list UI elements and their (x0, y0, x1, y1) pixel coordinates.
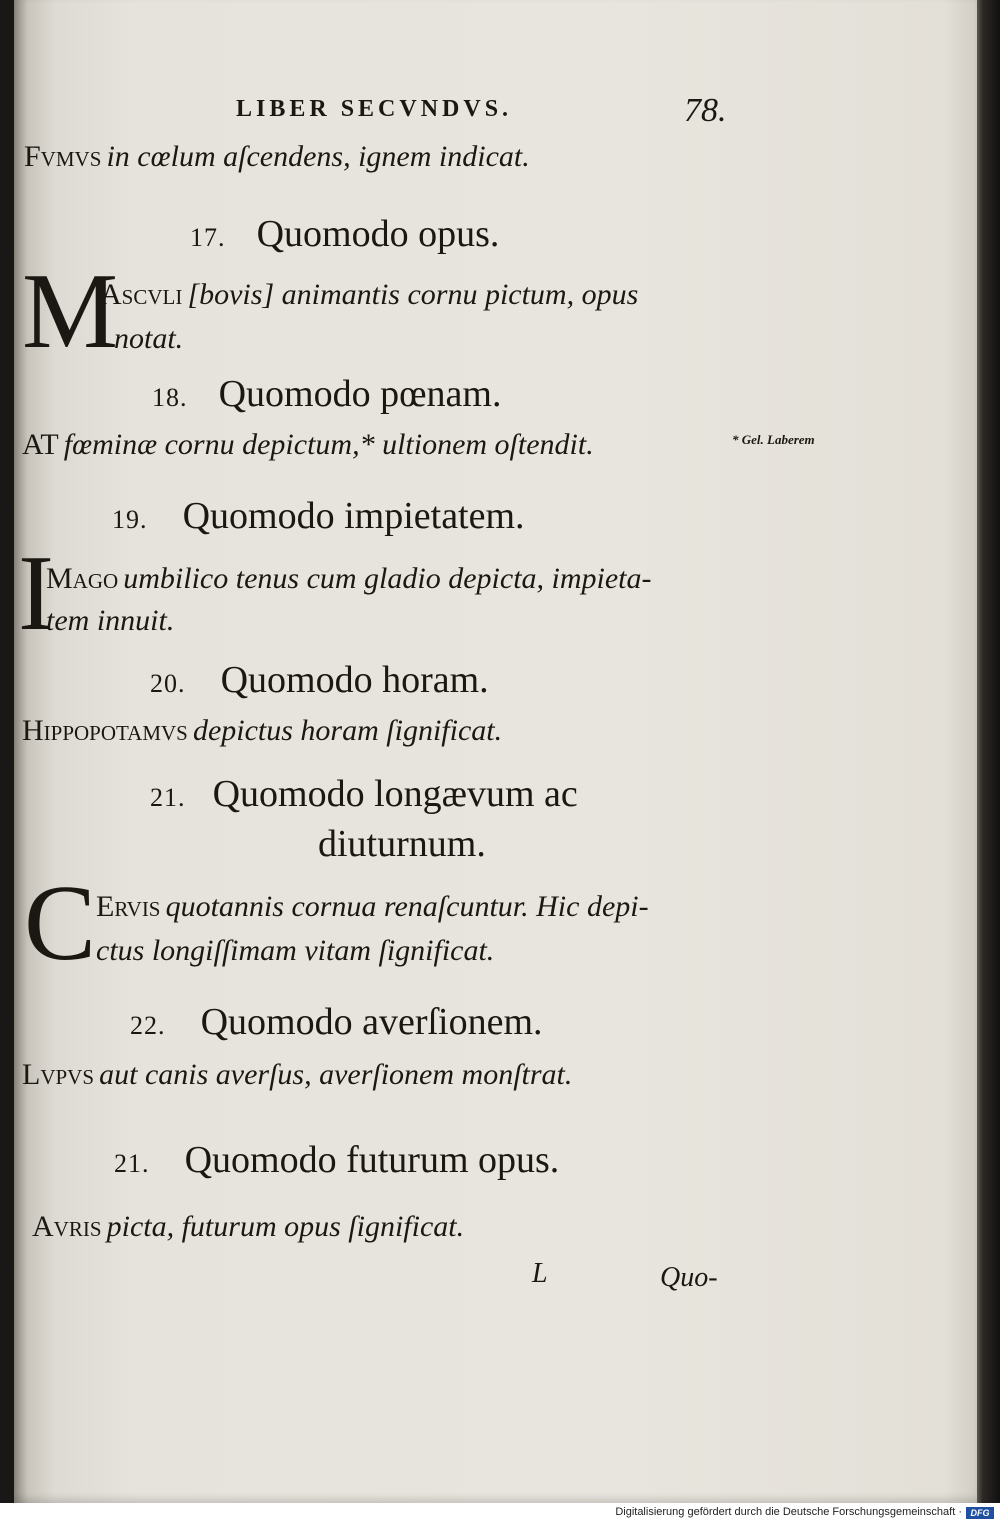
lead-word: Ervis (96, 890, 161, 923)
lead-word: Mago (46, 562, 119, 595)
section-heading-22 (130, 1000, 543, 1044)
page-number: 78. (684, 92, 727, 129)
opening-line (24, 140, 530, 174)
lead-word: Lvpvs (22, 1058, 95, 1091)
digitization-footer (0, 1503, 1000, 1523)
section-heading-21 (150, 772, 578, 816)
section-heading-21b (114, 1138, 559, 1182)
section-title: Quomodo impietatem. (182, 495, 525, 537)
lead-word: Ascvli (100, 278, 183, 311)
text: quotannis cornua renaſcuntur. Hic depi- (165, 890, 649, 923)
section-title: Quomodo futurum opus. (184, 1139, 560, 1181)
section-heading-18 (152, 372, 501, 416)
section-text-line (32, 1210, 464, 1244)
section-title-continued: diuturnum. (318, 823, 486, 865)
section-text-line (100, 278, 638, 312)
running-head: LIBER SECVNDVS. (236, 96, 513, 122)
section-text-line (22, 428, 594, 462)
text: aut canis averſus, averſionem monſtrat. (99, 1058, 573, 1091)
section-title: Quomodo opus. (256, 213, 500, 255)
section-text-line: notat. (114, 322, 184, 355)
section-number: 18. (152, 383, 188, 412)
text: [bovis] animantis cornu pictum, opus (187, 278, 639, 311)
drop-capital: C (24, 864, 97, 983)
drop-capital: I (18, 534, 54, 653)
section-title: Quomodo horam. (220, 659, 489, 701)
section-number: 21. (150, 783, 186, 812)
margin-note: * Gel. Laberem (732, 432, 815, 447)
section-text-line (46, 562, 652, 596)
drop-capital: M (22, 252, 119, 371)
section-text-line: ctus longiſſimam vitam ſignificat. (96, 934, 495, 967)
text: fœminæ cornu depictum,* ultionem oſtendit. (63, 428, 594, 461)
catchword: Quo- (660, 1262, 718, 1293)
section-number: 17. (190, 223, 226, 252)
section-number: 20. (150, 669, 186, 698)
section-title: Quomodo pœnam. (218, 373, 502, 415)
section-text-line (96, 890, 649, 924)
signature-mark: L (532, 1258, 548, 1289)
section-title: Quomodo averſionem. (200, 1001, 543, 1043)
lead-word: Hippopotamvs (22, 714, 188, 747)
section-number: 21. (114, 1149, 150, 1178)
footer-credit: Digitalisierung gefördert durch die Deutsche Forschungsgemeinschaft · (615, 1506, 962, 1518)
opening-lead-word: Fvmvs (24, 140, 102, 173)
section-heading-17 (190, 212, 499, 256)
section-heading-19 (112, 494, 525, 538)
lead-word: AT (22, 428, 59, 461)
text: picta, futurum opus ſignificat. (106, 1210, 465, 1243)
section-title: Quomodo longævum ac (212, 773, 578, 815)
section-number: 22. (130, 1011, 166, 1040)
dfg-logo: DFG (966, 1507, 994, 1519)
lead-word: Avris (32, 1210, 102, 1243)
book-gutter-edge (977, 0, 1000, 1503)
section-text-line: tem innuit. (46, 604, 175, 637)
text: depictus horam ſignificat. (192, 714, 503, 747)
section-number: 19. (112, 505, 148, 534)
text: umbilico tenus cum gladio depicta, impieta- (123, 562, 652, 595)
section-heading-20 (150, 658, 489, 702)
section-text-line (22, 1058, 572, 1092)
section-text-line (22, 714, 502, 748)
opening-text: in cœlum aſcendens, ignem indicat. (106, 140, 530, 173)
